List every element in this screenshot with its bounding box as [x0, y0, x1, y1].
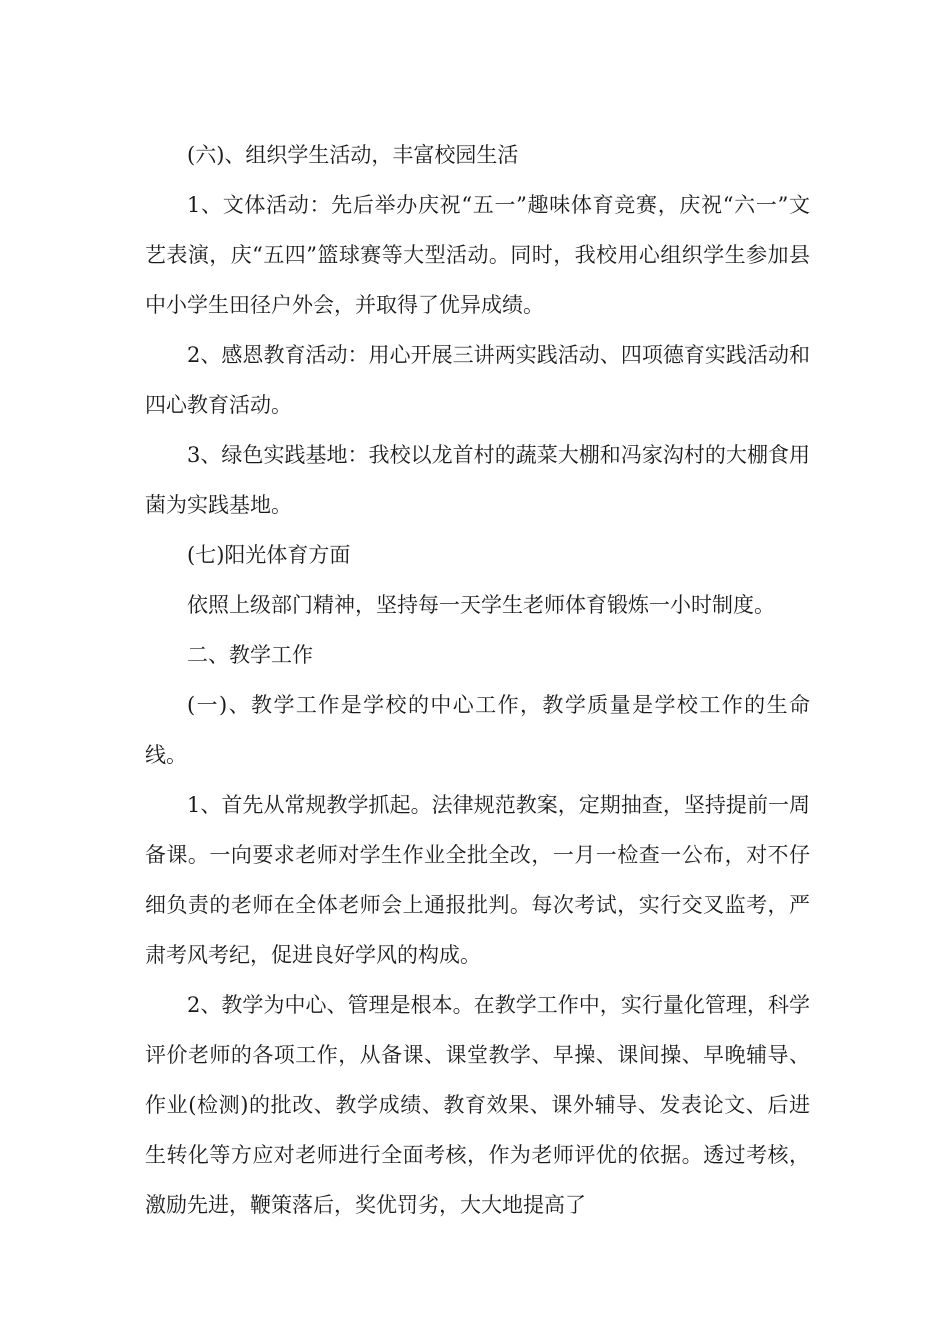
section-heading-teaching-work: 二、教学工作	[187, 643, 313, 667]
paragraph-practice-base: 3、绿色实践基地：我校以龙首村的蔬菜大棚和冯家沟村的大棚食用菌为实践基地。	[145, 443, 810, 517]
paragraph-sports-activities: 1、文体活动：先后举办庆祝“五一”趣味体育竞赛，庆祝“六一”文艺表演，庆“五四”篮球赛等大型活动。同时，我校用心组织学生参加县中小学生田径户外会，并取得了优异成绩。	[145, 193, 810, 317]
paragraph-gratitude-education: 2、感恩教育活动：用心开展三讲两实践活动、四项德育实践活动和四心教育活动。	[145, 343, 810, 417]
document-body	[145, 130, 810, 1230]
paragraph-daily-exercise: 依照上级部门精神，坚持每一天学生老师体育锻炼一小时制度。	[187, 593, 775, 617]
paragraph-teaching-center: (一)、教学工作是学校的中心工作，教学质量是学校工作的生命线。	[145, 693, 810, 767]
paragraph-management: 2、教学为中心、管理是根本。在教学工作中，实行量化管理，科学评价老师的各项工作，从备课、课堂教学、早操、课间操、早晚辅导、作业(检测)的批改、教学成绩、教育效果、课外辅导、发表论文、后进生转化等方应对老师进行全面考核，作为老师评优的依据。透过考核，激励先进，鞭策落后，奖优罚劣，大大地提高了	[145, 993, 810, 1217]
paragraph-routine-teaching: 1、首先从常规教学抓起。法律规范教案，定期抽查，坚持提前一周备课。一向要求老师对学生作业全批全改，一月一检查一公布，对不仔细负责的老师在全体老师会上通报批判。每次考试，实行交叉监考，严肃考风考纪，促进良好学风的构成。	[145, 793, 810, 967]
section-heading-student-activities: (六)、组织学生活动，丰富校园生活	[187, 143, 519, 167]
section-heading-sunshine-sports: (七)阳光体育方面	[187, 543, 351, 567]
